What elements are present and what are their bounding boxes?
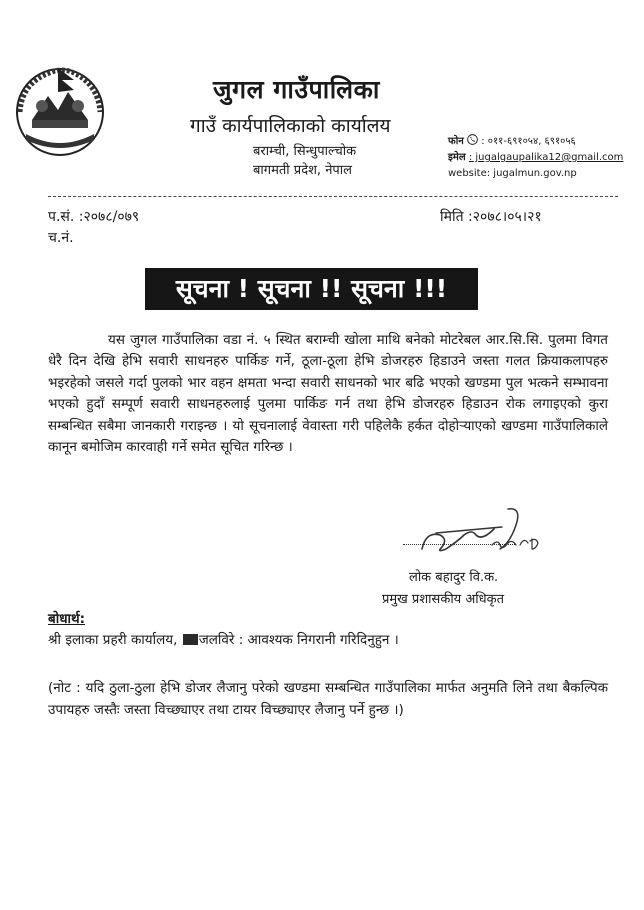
phone-label: फोन: [448, 136, 464, 147]
office-subtitle: गाउँ कार्यपालिकाको कार्यालय: [190, 115, 391, 137]
contact-block: [448, 134, 623, 182]
signatory-name: लोक बहादुर वि.क.: [409, 570, 499, 585]
address-line-2: बागमती प्रदेश, नेपाल: [253, 163, 352, 178]
redaction-mark: [183, 634, 198, 645]
website-line[interactable]: website: jugalmun.gov.np: [448, 168, 577, 179]
notice-body: [48, 330, 608, 458]
handwritten-signature: [412, 505, 562, 565]
letter-date: मिति :२०७८।०५।२१: [440, 209, 542, 225]
notice-paragraph: यस जुगल गाउँपालिका वडा नं. ५ स्थित बराम्ची खोला माथि बनेको मोटरेबल आर.सि.सि. पुलमा विगत धेरै दिन देखि हेभि सवारी साधनहरु पार्किङ गर्ने, ठूला-ठूला हेभि डोजरहरु हिडाउने जस्ता गलत क्रियाकलापहरु भइरहेको जसले गर्दा पुलको भार वहन क्षमता भन्दा सवारी साधनको भार बढि भएको खण्डमा पुल भत्कने सम्भावना भएको हुदाँ सम्पूर्ण सवारी साधनहरुलाई पुलमा पार्किङ गर्न तथा हेभि डोजरहरु हिडाउन रोक लगाइएको कुरा सम्बन्धित सबैमा जानकारी गराइन्छ । यो सूचनालाई वेवास्ता गरी पहिलेकै हर्कत दोहोऱ्याएको खण्डमा गाउँपालिकाले कानून बमोजिम कारवाही गर्ने समेत सूचित गरिन्छ ।: [48, 332, 608, 456]
notice-banner: सूचना ! सूचना !! सूचना !!!: [145, 268, 478, 310]
dispatch-number: च.नं.: [48, 230, 74, 246]
email-label: इमेल: [448, 152, 466, 163]
address-line-1: बराम्ची, सिन्धुपाल्चोक: [253, 144, 357, 159]
recipient-prefix: श्री इलाका प्रहरी कार्यालय,: [48, 632, 178, 648]
bodharth-recipient: [48, 630, 399, 648]
phone-value: : ०११-६९१०५४, ६९१०५६: [481, 136, 576, 147]
header-divider: [48, 196, 618, 197]
office-name: जुगल गाउँपालिका: [213, 75, 380, 104]
email-link[interactable]: : jugalgaupalika12@gmail.com: [468, 152, 624, 163]
recipient-suffix: जलविरे : आवश्यक निगरानी गरिदिनुहुन ।: [198, 632, 399, 648]
phone-icon: [467, 136, 481, 147]
signature-line: [403, 544, 515, 545]
note-paragraph: (नोट : यदि ठुला-ठुला हेभि डोजर लैजानु परेको खण्डमा सम्बन्धित गाउँपालिका मार्फत अनुमति लिने तथा बैकल्पिक उपायहरु जस्तैः जस्ता विच्छ्याएर तथा टायर विच्छ्याएर लैजानु पर्ने हुन्छ ।): [48, 680, 608, 718]
reference-number: प.सं. :२०७८/०७९: [48, 209, 140, 225]
signatory-title: प्रमुख प्रशासकीय अधिकृत: [382, 592, 505, 607]
nepal-government-emblem-icon: [12, 62, 108, 158]
email-line: [448, 150, 623, 166]
bodharth-label: बोधार्थ:: [48, 611, 86, 627]
phone-line: [448, 134, 623, 150]
